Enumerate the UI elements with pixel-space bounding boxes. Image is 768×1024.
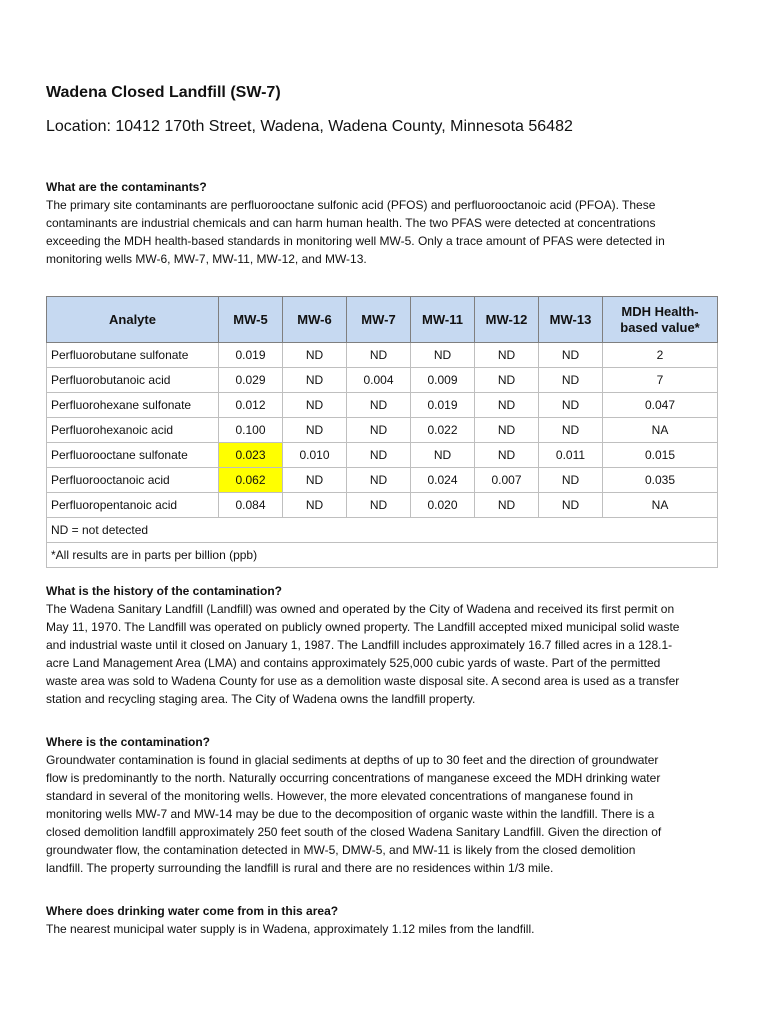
exceedance-cell: 0.062 bbox=[219, 468, 283, 493]
value-cell: 2 bbox=[603, 343, 718, 368]
value-cell: 0.010 bbox=[283, 443, 347, 468]
value-cell: ND bbox=[411, 443, 475, 468]
value-cell: 0.084 bbox=[219, 493, 283, 518]
value-cell: ND bbox=[347, 418, 411, 443]
header-mdh-value: MDH Health-based value* bbox=[603, 297, 718, 343]
header-analyte: Analyte bbox=[47, 297, 219, 343]
header-mw13: MW-13 bbox=[539, 297, 603, 343]
table-note-row bbox=[47, 518, 718, 543]
exceedance-cell: 0.023 bbox=[219, 443, 283, 468]
value-cell: ND bbox=[283, 468, 347, 493]
where-line: monitoring wells MW-7 and MW-14 may be due to the decomposition of organic waste within the landfill. There is a bbox=[46, 807, 655, 821]
analyte-cell: Perfluorobutanoic acid bbox=[47, 368, 219, 393]
header-mw5: MW-5 bbox=[219, 297, 283, 343]
drinking-line: The nearest municipal water supply is in Wadena, approximately 1.12 miles from the landfill. bbox=[46, 922, 535, 936]
value-cell: ND bbox=[347, 343, 411, 368]
value-cell: ND bbox=[347, 468, 411, 493]
contaminants-line: exceeding the MDH health-based standards in monitoring well MW-5. Only a trace amount of PFAS were detected in bbox=[46, 234, 665, 248]
table-row bbox=[47, 468, 718, 493]
value-cell: ND bbox=[283, 493, 347, 518]
header-mw6: MW-6 bbox=[283, 297, 347, 343]
table-row bbox=[47, 393, 718, 418]
analyte-cell: Perfluorohexane sulfonate bbox=[47, 393, 219, 418]
value-cell: ND bbox=[347, 443, 411, 468]
value-cell: 0.012 bbox=[219, 393, 283, 418]
contaminants-line: The primary site contaminants are perfluorooctane sulfonic acid (PFOS) and perfluorooctanoic acid (PFOA). These bbox=[46, 198, 656, 212]
value-cell: ND bbox=[475, 418, 539, 443]
where-question: Where is the contamination? bbox=[46, 735, 211, 749]
value-cell: 0.011 bbox=[539, 443, 603, 468]
where-line: landfill. The property surrounding the landfill is rural and there are no residences within 1/3 mile. bbox=[46, 861, 554, 875]
contaminants-section bbox=[46, 178, 718, 268]
value-cell: ND bbox=[283, 343, 347, 368]
value-cell: ND bbox=[411, 343, 475, 368]
analyte-cell: Perfluorohexanoic acid bbox=[47, 418, 219, 443]
history-line: May 11, 1970. The Landfill was operated on publicly owned property. The Landfill accepted mixed municipal solid waste bbox=[46, 620, 680, 634]
history-line: acre Land Management Area (LMA) and contains approximately 525,000 cubic yards of waste. Part of the permitted bbox=[46, 656, 661, 670]
analyte-cell: Perfluoropentanoic acid bbox=[47, 493, 219, 518]
value-cell: ND bbox=[539, 368, 603, 393]
header-mw12: MW-12 bbox=[475, 297, 539, 343]
value-cell: 0.022 bbox=[411, 418, 475, 443]
history-line: waste area was sold to Wadena County for use as a demolition waste disposal site. A second area is used as a transfer bbox=[46, 674, 680, 688]
table-header-row bbox=[47, 297, 718, 343]
site-location: Location: 10412 170th Street, Wadena, Wadena County, Minnesota 56482 bbox=[46, 118, 573, 135]
contaminants-line: monitoring wells MW-6, MW-7, MW-11, MW-12, and MW-13. bbox=[46, 252, 367, 266]
value-cell: ND bbox=[539, 418, 603, 443]
value-cell: NA bbox=[603, 418, 718, 443]
value-cell: 0.047 bbox=[603, 393, 718, 418]
results-table bbox=[46, 296, 718, 568]
value-cell: 0.019 bbox=[219, 343, 283, 368]
value-cell: ND bbox=[475, 343, 539, 368]
value-cell: ND bbox=[539, 493, 603, 518]
drinking-question: Where does drinking water come from in this area? bbox=[46, 904, 339, 918]
history-section bbox=[46, 582, 718, 708]
table-note-row bbox=[47, 543, 718, 568]
table-row bbox=[47, 418, 718, 443]
value-cell: ND bbox=[283, 393, 347, 418]
table-row bbox=[47, 368, 718, 393]
analyte-cell: Perfluorooctanoic acid bbox=[47, 468, 219, 493]
value-cell: ND bbox=[475, 368, 539, 393]
value-cell: ND bbox=[347, 393, 411, 418]
value-cell: ND bbox=[475, 493, 539, 518]
drinking-water-section bbox=[46, 902, 718, 938]
value-cell: 0.009 bbox=[411, 368, 475, 393]
value-cell: 0.004 bbox=[347, 368, 411, 393]
value-cell: ND bbox=[283, 418, 347, 443]
value-cell: ND bbox=[539, 468, 603, 493]
where-line: Groundwater contamination is found in glacial sediments at depths of up to 30 feet and the direction of groundwater bbox=[46, 753, 659, 767]
value-cell: ND bbox=[539, 343, 603, 368]
value-cell: 0.007 bbox=[475, 468, 539, 493]
history-line: The Wadena Sanitary Landfill (Landfill) was owned and operated by the City of Wadena and received its first permit on bbox=[46, 602, 675, 616]
value-cell: ND bbox=[283, 368, 347, 393]
contaminants-question: What are the contaminants? bbox=[46, 180, 207, 194]
value-cell: ND bbox=[347, 493, 411, 518]
history-question: What is the history of the contamination? bbox=[46, 584, 283, 598]
note-units: *All results are in parts per billion (ppb) bbox=[47, 543, 718, 568]
where-section bbox=[46, 733, 718, 877]
where-line: groundwater flow, the contamination detected in MW-5, DMW-5, and MW-11 is likely from the closed demolition bbox=[46, 843, 636, 857]
header-mw11: MW-11 bbox=[411, 297, 475, 343]
note-not-detected: ND = not detected bbox=[47, 518, 718, 543]
table-row bbox=[47, 493, 718, 518]
where-line: closed demolition landfill approximately 250 feet south of the closed Wadena Sanitary Landfill. Given the direction of bbox=[46, 825, 662, 839]
value-cell: ND bbox=[475, 393, 539, 418]
value-cell: 0.100 bbox=[219, 418, 283, 443]
where-line: flow is predominantly to the north. Naturally occurring concentrations of manganese exceed the MDH drinking water bbox=[46, 771, 661, 785]
table-row bbox=[47, 343, 718, 368]
value-cell: 0.019 bbox=[411, 393, 475, 418]
analyte-cell: Perfluorooctane sulfonate bbox=[47, 443, 219, 468]
value-cell: ND bbox=[539, 393, 603, 418]
value-cell: 0.029 bbox=[219, 368, 283, 393]
value-cell: NA bbox=[603, 493, 718, 518]
header-mw7: MW-7 bbox=[347, 297, 411, 343]
table-row bbox=[47, 443, 718, 468]
contaminants-line: contaminants are industrial chemicals and can harm human health. The two PFAS were detected at concentrations bbox=[46, 216, 656, 230]
value-cell: 7 bbox=[603, 368, 718, 393]
value-cell: 0.035 bbox=[603, 468, 718, 493]
history-line: and industrial waste until it closed on January 1, 1987. The Landfill includes approximately 16.7 filled acres in a 128.1- bbox=[46, 638, 673, 652]
analyte-cell: Perfluorobutane sulfonate bbox=[47, 343, 219, 368]
value-cell: 0.015 bbox=[603, 443, 718, 468]
where-line: standard in several of the monitoring wells. However, the more elevated concentrations of manganese found in bbox=[46, 789, 634, 803]
page-title: Wadena Closed Landfill (SW-7) bbox=[46, 84, 281, 101]
value-cell: 0.020 bbox=[411, 493, 475, 518]
value-cell: 0.024 bbox=[411, 468, 475, 493]
history-line: station and recycling staging area. The City of Wadena owns the landfill property. bbox=[46, 692, 476, 706]
value-cell: ND bbox=[475, 443, 539, 468]
